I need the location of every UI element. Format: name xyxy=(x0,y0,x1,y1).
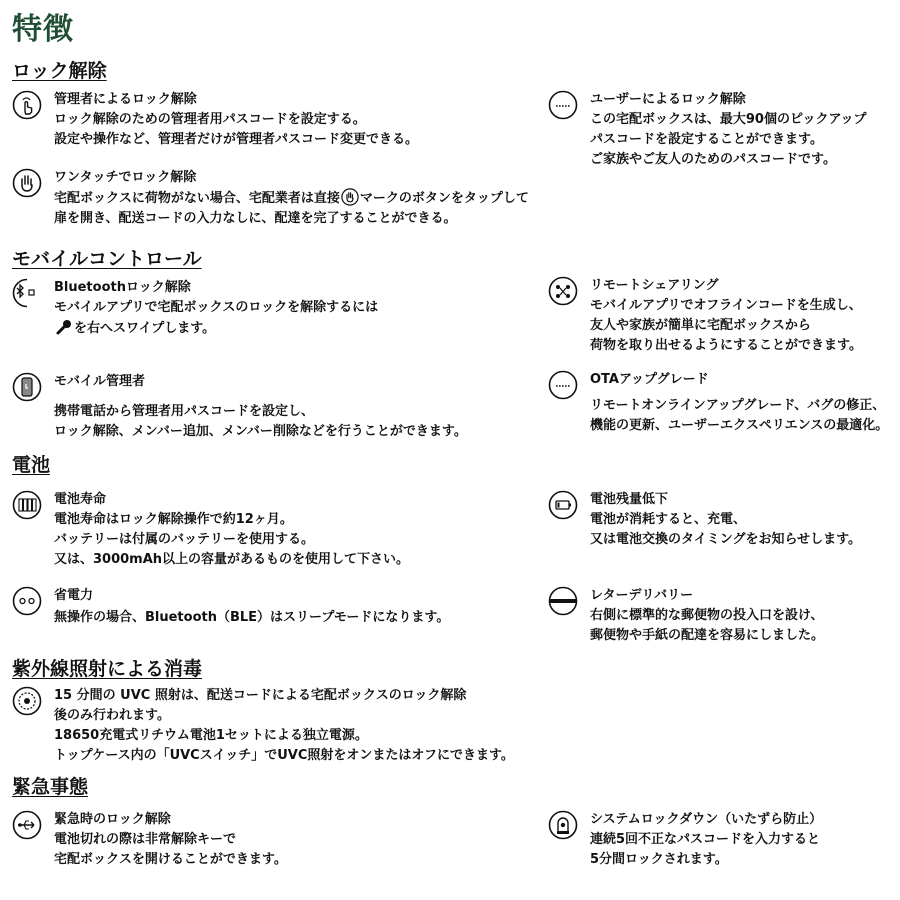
feature-title: ユーザーによるロック解除 xyxy=(590,92,746,107)
feature-desc-line: ご家族やご友人のためのパスコードです。 xyxy=(590,152,836,167)
feature-title: システムロックダウン（いたずら防止） xyxy=(590,812,823,827)
feature-desc-line: 友人や家族が簡単に宅配ボックスから xyxy=(590,318,811,333)
lockdown-icon xyxy=(548,810,578,840)
section-heading-emergency: 緊急事態 xyxy=(12,776,89,798)
feature-desc-line: 機能の更新、ユーザーエクスペリエンスの最適化。 xyxy=(590,418,889,433)
feature-desc-line: 電池が消耗すると、充電、 xyxy=(590,512,747,527)
mail-slot-icon xyxy=(548,586,578,616)
feature-desc-line: 後のみ行われます。 xyxy=(54,708,170,723)
feature-desc-line: マークのボタンをタップして xyxy=(359,191,529,206)
feature-desc-line: 又は電池交換のタイミングをお知らせします。 xyxy=(590,532,862,547)
feature-desc-line: 宅配ボックスを開けることができます。 xyxy=(54,852,287,867)
section-heading-lock: ロック解除 xyxy=(12,60,107,82)
feature-desc-line: モバイルアプリでオフラインコードを生成し、 xyxy=(590,298,862,313)
bluetooth-lock-icon xyxy=(12,278,42,308)
feature-desc-line: 又は、3000mAh以上の容量があるものを使用して下さい。 xyxy=(54,552,410,567)
feature-desc-line: この宅配ボックスは、最大90個のピックアップ xyxy=(590,112,867,127)
feature-desc-line: 扉を開き、配送コードの入力なしに、配達を完了することができる。 xyxy=(54,211,457,226)
feature-desc-line: 無操作の場合、Bluetooth（BLE）はスリープモードになります。 xyxy=(54,610,450,625)
section-heading-uv: 紫外線照射による消毒 xyxy=(12,658,203,680)
feature-title: 電池寿命 xyxy=(54,492,107,507)
feature-title: Bluetoothロック解除 xyxy=(54,280,191,295)
feature-desc-line: 宅配ボックスに荷物がない場合、宅配業者は直接 xyxy=(54,191,340,206)
feature-title: リモートシェアリング xyxy=(590,278,719,293)
feature-desc-line: ロック解除のための管理者用パスコードを設定する。 xyxy=(54,112,366,127)
feature-title: 緊急時のロック解除 xyxy=(54,812,171,827)
feature-desc-line: 携帯電話から管理者用パスコードを設定し、 xyxy=(54,404,315,419)
feature-desc-line: 設定や操作など、管理者だけが管理者パスコード変更できる。 xyxy=(54,132,419,147)
feature-title: OTAアップグレード xyxy=(590,372,709,387)
feature-desc-line: 連続5回不正なパスコードを入力すると xyxy=(590,832,821,847)
feature-desc-line: 電池切れの際は非常解除キーで xyxy=(54,832,237,847)
feature-title: レターデリバリー xyxy=(590,588,694,603)
feature-desc-line: 郵便物や手紙の配達を容易にしました。 xyxy=(590,628,825,643)
section-heading-battery: 電池 xyxy=(12,454,51,476)
feature-desc-line: 15 分間の UVC 照射は、配送コードによる宅配ボックスのロック解除 xyxy=(54,688,467,703)
feature-desc-line: リモートオンラインアップグレード、バグの修正、 xyxy=(590,398,886,413)
key-usb-icon xyxy=(12,810,42,840)
feature-desc-line: パスコードを設定することができます。 xyxy=(590,132,823,147)
hand-icon xyxy=(341,188,359,206)
ota-icon xyxy=(548,370,578,400)
page-title: 特徴 xyxy=(12,12,74,47)
key-icon xyxy=(55,318,73,336)
feature-desc-line: 右側に標準的な郵便物の投入口を設け、 xyxy=(590,608,824,623)
feature-title: 電池残量低下 xyxy=(590,492,669,507)
feature-desc-line: ロック解除、メンバー追加、メンバー削除などを行うことができます。 xyxy=(54,424,467,439)
feature-desc-line: 18650充電式リチウム電池1セットによる独立電源。 xyxy=(54,728,368,743)
phone-icon xyxy=(12,372,42,402)
battery-pack-icon xyxy=(12,490,42,520)
share-icon xyxy=(548,276,578,306)
hand-icon xyxy=(12,168,42,198)
feature-desc-line: 5分間ロックされます。 xyxy=(590,852,728,867)
low-battery-icon xyxy=(548,490,578,520)
feature-desc-line: トップケース内の「UVCスイッチ」でUVC照射をオンまたはオフにできます。 xyxy=(54,748,514,763)
uv-lamp-icon xyxy=(12,686,42,716)
feature-title: 管理者によるロック解除 xyxy=(54,92,197,107)
sleep-icon xyxy=(12,586,42,616)
feature-title: モバイル管理者 xyxy=(54,374,146,389)
section-heading-mobile: モバイルコントロール xyxy=(12,248,202,270)
feature-desc-line: 電池寿命はロック解除操作で約12ヶ月。 xyxy=(54,512,293,527)
finger-tap-icon xyxy=(12,90,42,120)
feature-desc-line: モバイルアプリで宅配ボックスのロックを解除するには xyxy=(54,300,379,315)
feature-desc-line: を右へスワイプします。 xyxy=(74,321,216,336)
feature-title: ワンタッチでロック解除 xyxy=(54,170,197,185)
keypad-icon xyxy=(548,90,578,120)
feature-title: 省電力 xyxy=(54,588,94,603)
feature-desc-line: 荷物を取り出せるようにすることができます。 xyxy=(590,338,862,353)
feature-desc-line: バッテリーは付属のバッテリーを使用する。 xyxy=(54,532,315,547)
